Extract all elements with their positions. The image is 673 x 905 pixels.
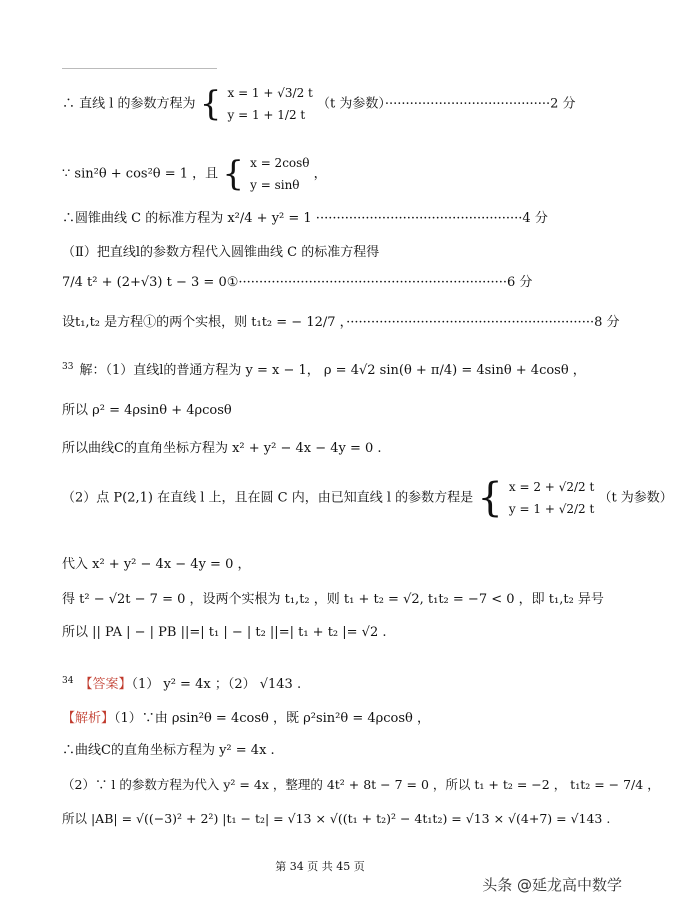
line-17: （2）∵ l 的参数方程为代入 y² = 4x ，整理的 4t² + 8t − 7 = 0 ，所以 t₁ + t₂ = −2 ， t₁t₂ = − 7/4 ， (62, 777, 660, 792)
line-10-text: （2）点 P(2,1) 在直线 l 上，且在圆 C 内，由已知直线 l 的参数方程是 (62, 490, 474, 506)
answer-tag: 【答案】 (79, 677, 132, 692)
line-11: 代入 x² + y² − 4x − 4y = 0 ， (62, 557, 251, 572)
system-row: y = sinθ (250, 178, 300, 192)
line-1 (62, 82, 576, 126)
param-note: （t 为参数） (598, 490, 673, 506)
question-34 (62, 676, 301, 695)
watermark: 头条 @延龙高中数学 (478, 872, 626, 897)
line-12: 得 t² − √2t − 7 = 0 ，设两个实根为 t₁,t₂ ，则 t₁ + t₂ = √2, t₁t₂ = −7 < 0 ，即 t₁,t₂ 异号 (62, 592, 604, 607)
line-15-text: （1）∵由 ρsin²θ = 4cosθ ，既 ρ²sin²θ = 4ρcosθ ， (114, 711, 431, 726)
question-number: 34 (62, 676, 74, 686)
line-18: 所以 |AB| = √((−3)² + 2²) |t₁ − t₂| = √13 × √((t₁ + t₂)² − 4t₁t₂) = √13 × √(4+7) = √143 . (62, 811, 611, 826)
line-2-text: ∵ sin²θ + cos²θ = 1 ，且 (62, 166, 219, 182)
param-system-2 (250, 152, 309, 196)
line-2 (62, 152, 327, 196)
line-5: 7/4 t² + (2+√3) t − 3 = 0①·································································6 分 (62, 275, 533, 290)
param-system-3 (509, 476, 594, 520)
analysis-tag: 【解析】 (62, 711, 115, 726)
line-8: 所以 ρ² = 4ρsinθ + 4ρcosθ (62, 403, 232, 418)
system-row: x = 1 + √3/2 t (227, 86, 313, 100)
line-16: ∴曲线C的直角坐标方程为 y² = 4x . (62, 743, 275, 758)
system-row: x = 2cosθ (250, 156, 310, 170)
score-note: （t 为参数）········································2 分 (317, 96, 576, 112)
system-row: x = 2 + √2/2 t (508, 480, 595, 494)
top-rule (62, 68, 217, 69)
line-4: （Ⅱ）把直线l的参数方程代入圆锥曲线 C 的标准方程得 (62, 245, 380, 260)
brace-icon: { (199, 84, 222, 124)
line-1-text: ∴ 直线 l 的参数方程为 (62, 96, 196, 112)
line-3: ∴圆锥曲线 C 的标准方程为 x²/4 + y² = 1 ··················································4 分 (62, 211, 548, 226)
question-33 (62, 362, 586, 381)
line-13: 所以 || PA | − | PB ||=| t₁ | − | t₂ ||=| t₁ + t₂ |= √2 . (62, 625, 387, 640)
line-15 (62, 710, 430, 728)
question-number: 33 (62, 362, 74, 372)
line-14: （1） y² = 4x ；（2） √143 . (131, 677, 302, 692)
line-9: 所以曲线C的直角坐标方程为 x² + y² − 4x − 4y = 0 . (62, 441, 382, 456)
line-10 (62, 476, 673, 520)
page-footer: 第 34 页 共 45 页 (275, 860, 365, 873)
line-7: 解：（1）直线l的普通方程为 y = x − 1， ρ = 4√2 sin(θ + π/4) = 4sinθ + 4cosθ ， (79, 363, 586, 378)
param-system-1 (227, 82, 312, 126)
system-row: y = 1 + 1/2 t (227, 108, 306, 122)
brace-icon: { (477, 475, 503, 521)
line-2-post: ， (313, 166, 327, 182)
brace-icon: { (222, 154, 244, 194)
line-6: 设t₁,t₂ 是方程①的两个实根，则 t₁t₂ = − 12/7 ，····························································8 分 (62, 315, 620, 330)
system-row: y = 1 + √2/2 t (508, 502, 595, 516)
